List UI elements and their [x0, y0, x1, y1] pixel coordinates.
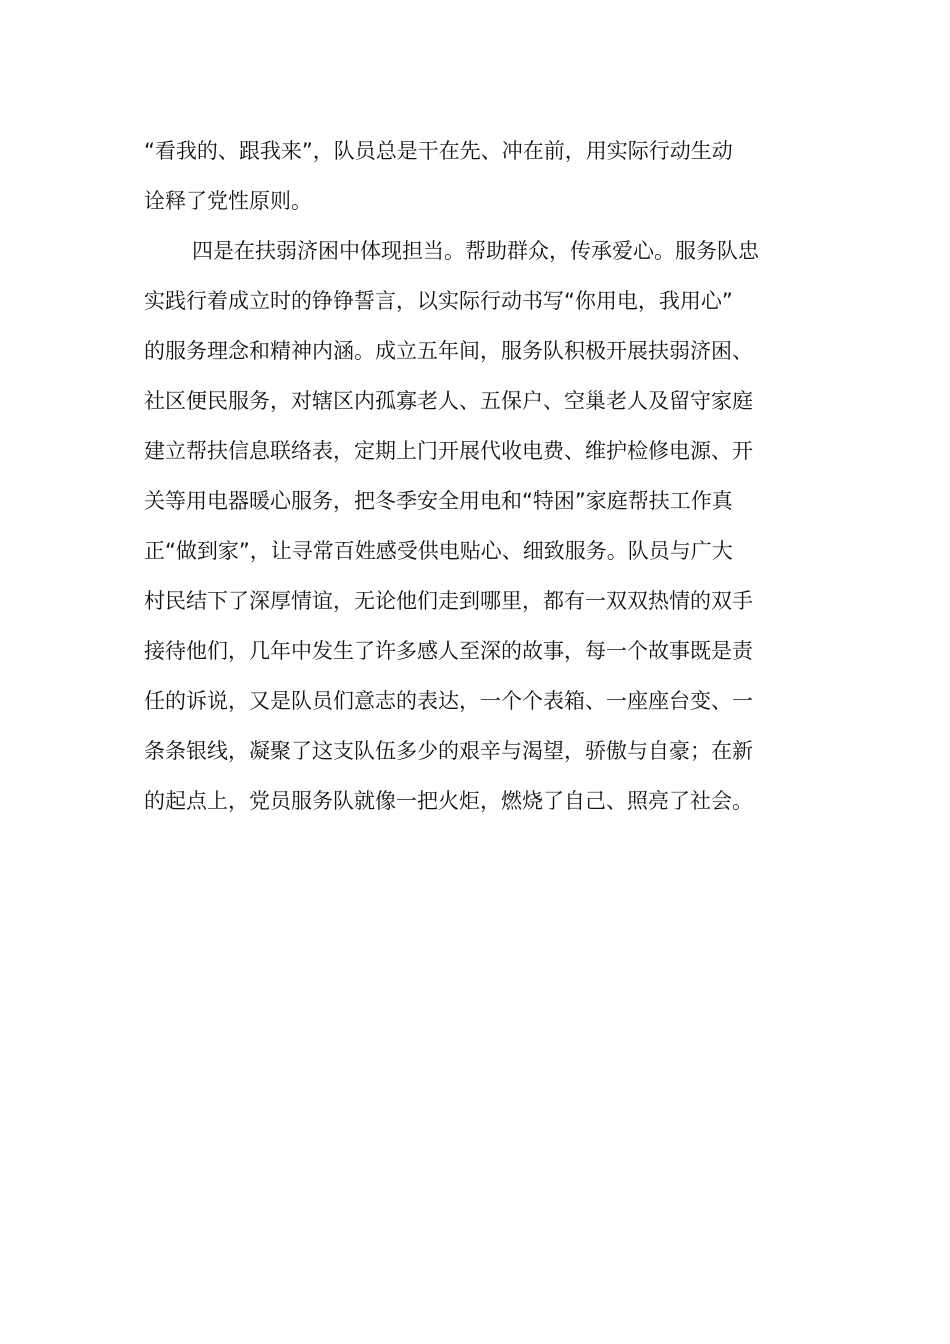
text-line: 村民结下了深厚情谊，无论他们走到哪里，都有一双双热情的双手 — [144, 589, 753, 613]
paragraph-2 — [144, 226, 804, 826]
text-line: 实践行着成立时的铮铮誓言，以实际行动书写“你用电，我用心” — [144, 289, 733, 313]
text-line: 的起点上，党员服务队就像一把火炬，燃烧了自己、照亮了社会。 — [144, 789, 753, 813]
text-line: 关等用电器暖心服务，把冬季安全用电和“特困”家庭帮扶工作真 — [144, 489, 733, 513]
text-line: 四是在扶弱济困中体现担当。帮助群众，传承爱心。服务队忠 — [192, 239, 759, 263]
text-line: 建立帮扶信息联络表，定期上门开展代收电费、维护检修电源、开 — [144, 439, 753, 463]
text-line: 条条银线，凝聚了这支队伍多少的艰辛与渴望，骄傲与自豪；在新 — [144, 739, 753, 763]
text-line: 的服务理念和精神内涵。成立五年间，服务队积极开展扶弱济困、 — [144, 339, 753, 363]
text-line: 接待他们，几年中发生了许多感人至深的故事，每一个故事既是责 — [144, 639, 753, 663]
body-text — [144, 126, 804, 826]
text-line: “看我的、跟我来”，队员总是干在先、冲在前，用实际行动生动 — [144, 139, 733, 163]
text-line: 任的诉说，又是队员们意志的表达，一个个表箱、一座座台变、一 — [144, 689, 753, 713]
text-line: 正“做到家”，让寻常百姓感受供电贴心、细致服务。队员与广大 — [144, 539, 733, 563]
text-line: 诠释了党性原则。 — [144, 189, 312, 213]
text-line: 社区便民服务，对辖区内孤寡老人、五保户、空巢老人及留守家庭 — [144, 389, 753, 413]
paragraph-1 — [144, 126, 804, 226]
